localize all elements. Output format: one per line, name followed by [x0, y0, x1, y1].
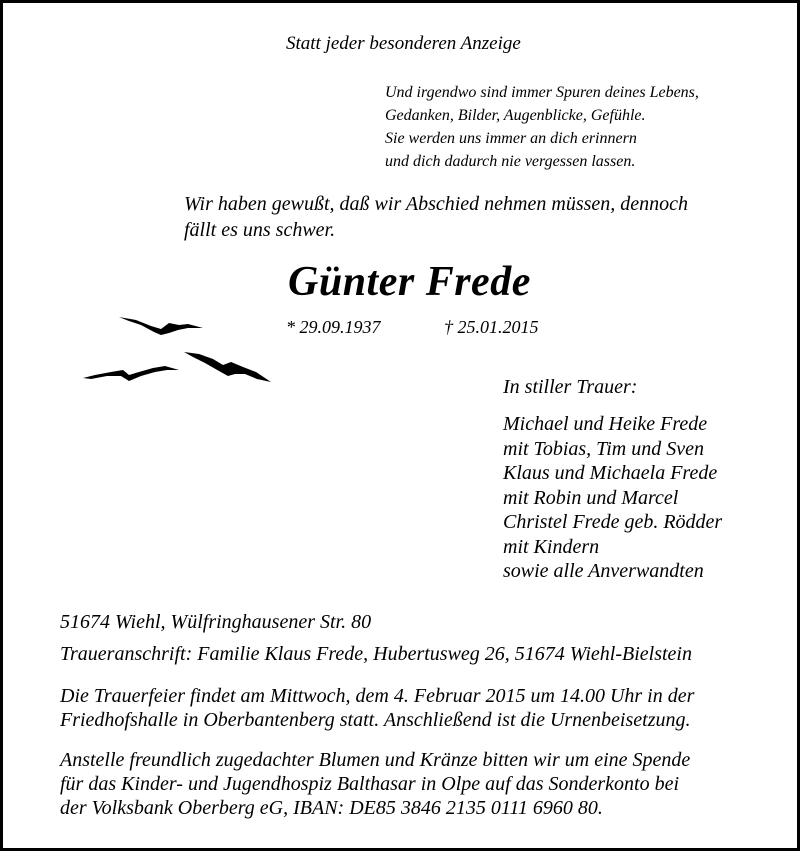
family-line: Christel Frede geb. Rödder [503, 511, 723, 533]
mourning-address: Traueranschrift: Familie Klaus Frede, Hubertusweg 26, 51674 Wiehl-Bielstein [60, 643, 692, 665]
donation-info [60, 748, 690, 820]
poem-line: Gedanken, Bilder, Augenblicke, Gefühle. [385, 107, 646, 124]
ceremony-line: Friedhofshalle in Oberbantenberg statt. Anschließend ist die Urnenbeisetzung. [60, 709, 691, 731]
poem-line: Sie werden uns immer an dich erinnern [385, 130, 637, 147]
intro-line: fällt es uns schwer. [184, 219, 336, 241]
intro-text [184, 191, 688, 243]
ceremony-line: Die Trauerfeier findet am Mittwoch, dem 4. Februar 2015 um 14.00 Uhr in der [60, 685, 695, 707]
bird-shape [83, 366, 179, 381]
bird-shape [119, 317, 203, 335]
family-line: Michael und Heike Frede [503, 413, 708, 435]
deceased-name: Günter Frede [288, 259, 531, 305]
family-line: sowie alle Anverwandten [503, 560, 704, 582]
notice-heading: Statt jeder besonderen Anzeige [286, 33, 521, 54]
poem-line: und dich dadurch nie vergessen lassen. [385, 153, 636, 170]
ceremony-info [60, 684, 694, 732]
flying-birds-icon [81, 308, 276, 388]
family-line: mit Tobias, Tim und Sven [503, 437, 704, 460]
memorial-poem [385, 81, 699, 173]
donation-line: der Volksbank Oberberg eG, IBAN: DE85 3846 2135 0111 6960 80. [60, 797, 603, 819]
death-date: † 25.01.2015 [444, 317, 539, 337]
home-address: 51674 Wiehl, Wülfringhausener Str. 80 [60, 611, 372, 633]
family-line: mit Kindern [503, 535, 600, 558]
mourning-label: In stiller Trauer: [503, 376, 638, 398]
donation-line: Anstelle freundlich zugedachter Blumen und Kränze bitten wir um eine Spende [60, 749, 691, 771]
donation-line: für das Kinder- und Jugendhospiz Balthasar in Olpe auf das Sonderkonto bei [60, 773, 680, 795]
poem-line: Und irgendwo sind immer Spuren deines Lebens, [385, 84, 699, 101]
bird-shape [184, 352, 271, 382]
family-line: Klaus und Michaela Frede [503, 462, 718, 484]
family-list [503, 412, 722, 584]
intro-line: Wir haben gewußt, daß wir Abschied nehmen müssen, dennoch [184, 193, 689, 215]
birth-date: * 29.09.1937 [286, 317, 381, 337]
family-line: mit Robin und Marcel [503, 486, 679, 509]
